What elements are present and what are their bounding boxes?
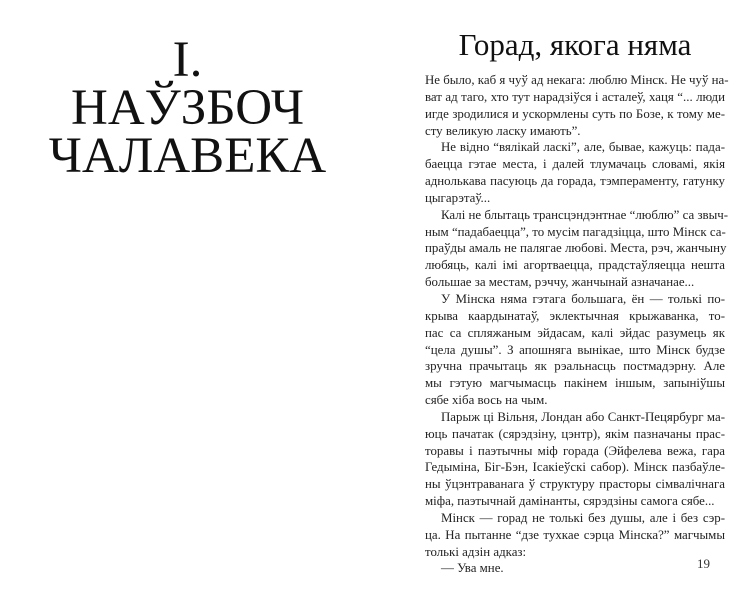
text-line: Мінск — горад не толькі без душы, але і без сэр- <box>441 510 725 525</box>
right-page <box>375 0 750 593</box>
text-line: “цела душы”. З апошняга вынікае, што Мінск будзе <box>425 342 725 357</box>
text-line: Калі не блытаць трансцэндэнтнае “люблю” са звыч- <box>441 207 729 222</box>
chapter-heading <box>0 32 375 184</box>
section-title: Горад, якога няма <box>458 27 692 62</box>
text-line: ным “падабаецца”, то мусім пагадзіцца, што Мінск са- <box>425 224 726 239</box>
chapter-number: I. <box>172 32 203 88</box>
text-line: міфа, паэтычнай дамінанты, сярэдзіны самога сябе... <box>425 494 715 509</box>
chapter-title-line-2: ЧАЛАВЕКА <box>48 128 327 184</box>
text-line: ца. На пытанне “дзе тухкае сэрца Мінска?” магчымы <box>425 527 725 542</box>
text-line: — Ува мне. <box>441 561 504 576</box>
text-line: сту великую ласку имають”. <box>425 123 581 138</box>
text-line: крыва каардынатаў, эклектычная крыжаванка, то- <box>425 308 725 323</box>
text-line: зручна прачытаць як рэальнасць постмадэрну. Але <box>425 359 725 374</box>
text-line: аднолькава пасуюць да горада, тэмпераменту, гатунку <box>425 174 725 189</box>
text-line: мы гэтую магчымасць пакінем іншым, запыніўшы <box>425 376 725 391</box>
text-line: Парыж ці Вільня, Лондан або Санкт-Пецярбург ма- <box>441 409 725 424</box>
text-line: ват ад таго, хто тут нарадзіўся і асталеў, хаця “... люди <box>425 89 725 104</box>
text-line: толькі адзін адказ: <box>425 544 527 559</box>
text-line: праўды амаль не палягае любові. Места, рэч, жанчыну <box>425 241 727 256</box>
text-line: большае за местам, рэччу, жанчынай азначанае... <box>425 275 695 290</box>
body-text <box>425 72 729 577</box>
text-line: пас са спляжаным эйдасам, калі эйдас разумець як <box>425 325 725 340</box>
text-line: любяць, калі імі агортваецца, прадстаўляецца нешта <box>425 258 725 273</box>
chapter-title-line-1: НАЎЗБОЧ <box>71 80 304 136</box>
text-line: баецца гэтае места, і далей тлумачаць словамі, якія <box>425 157 725 172</box>
text-line: ны ўцэнтраванага ў структуру прасторы сімвалічнага <box>425 477 725 492</box>
text-line: юць пачатак (сярэдзіну, цэнтр), якім пазначаны прас- <box>425 426 725 441</box>
text-line: Не відно “вялікай ласкі”, але, бывае, кажуць: пада- <box>441 140 725 155</box>
text-line: Не было, каб я чуў ад некага: люблю Мінск. Не чуў на- <box>425 73 729 87</box>
text-line: Гедыміна, Біг-Бэн, Ісакіеўскі сабор). Мінск пазбаўле- <box>425 460 725 475</box>
text-line: У Мінска няма гэтага большага, ён — толькі по- <box>441 291 725 306</box>
text-line: игде зродилися и ускормлены суть по Бозе, к тому ме- <box>425 106 725 121</box>
text-line: цыгарэтаў... <box>425 190 491 205</box>
text-line: сябе хіба вось на чым. <box>425 393 548 408</box>
text-line: торавы і паэтычны міф горада (Эйфелева вежа, гара <box>425 443 725 458</box>
page-number: 19 <box>697 556 710 571</box>
